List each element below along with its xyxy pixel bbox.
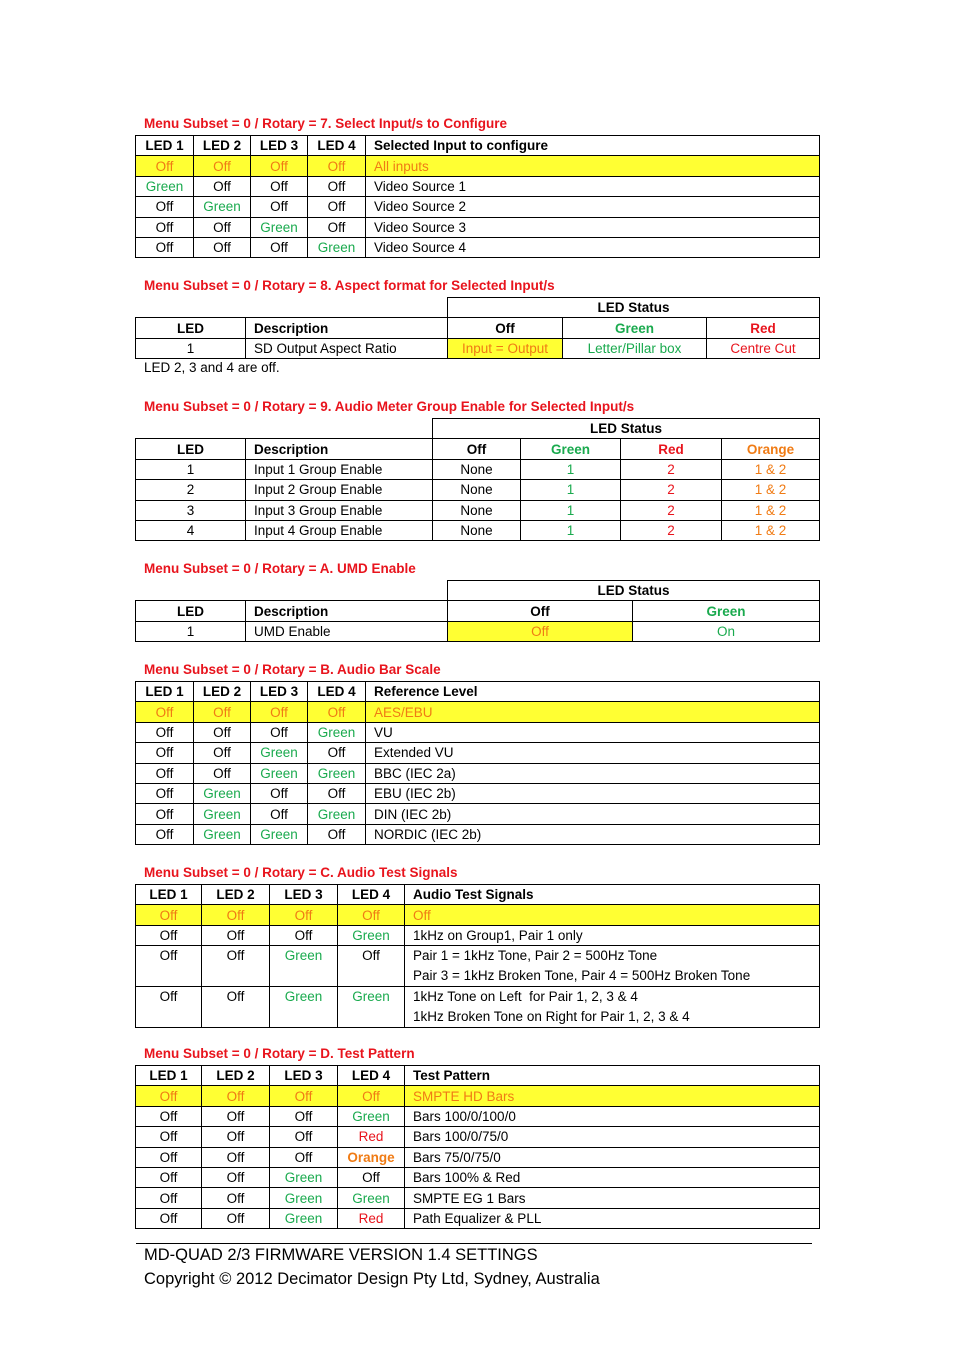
value-cell: Video Source 3 [366, 217, 820, 237]
header-cell: LED 4 [338, 1066, 405, 1086]
table-rotary-7 [135, 135, 820, 258]
header-cell: LED [136, 318, 246, 338]
table-row [136, 197, 820, 217]
table-row [136, 338, 820, 358]
value-cell: None [433, 480, 521, 500]
led-cell: Off [308, 197, 366, 217]
table-row [136, 520, 820, 540]
led-cell: Orange [338, 1147, 405, 1167]
led-cell: Off [338, 946, 405, 987]
header-cell: Green [633, 601, 820, 621]
footer-copyright: Copyright © 2012 Decimator Design Pty Ltd, Sydney, Australia [144, 1270, 600, 1288]
header-cell: LED 1 [136, 136, 194, 156]
led-cell: Green [194, 804, 251, 824]
table-row [136, 722, 820, 742]
table-row [136, 237, 820, 257]
header-cell: LED 2 [194, 682, 251, 702]
value-cell: 2 [621, 500, 722, 520]
led-cell: Green [270, 987, 338, 1028]
led-cell: Off [136, 783, 194, 803]
led-cell: Off [251, 804, 308, 824]
value-cell: EBU (IEC 2b) [366, 783, 820, 803]
led-cell: 1 [136, 459, 246, 479]
led-cell: Off [308, 783, 366, 803]
led-cell: Green [251, 824, 308, 844]
led-cell: Off [251, 176, 308, 196]
header-cell: LED 1 [136, 885, 202, 905]
led-status-header: LED Status [448, 298, 820, 318]
led-status-header: LED Status [433, 419, 820, 439]
value-cell: AES/EBU [366, 702, 820, 722]
led-cell: Green [338, 1106, 405, 1126]
section-title-rotary-8: Menu Subset = 0 / Rotary = 8. Aspect format for Selected Input/s [144, 278, 555, 293]
table-row [136, 1167, 820, 1187]
table-row [136, 1147, 820, 1167]
table-row [136, 500, 820, 520]
led-cell: Off [270, 925, 338, 945]
value-cell: Bars 100/0/75/0 [405, 1127, 820, 1147]
footer-divider [136, 1243, 812, 1244]
value-cell: All inputs [366, 156, 820, 176]
status-header-row [136, 419, 820, 439]
table-header-row [136, 885, 820, 905]
value-cell: Bars 100/0/100/0 [405, 1106, 820, 1126]
section-title-rotary-d: Menu Subset = 0 / Rotary = D. Test Pattern [144, 1046, 415, 1061]
led-cell: 2 [136, 480, 246, 500]
header-cell: Green [563, 318, 707, 338]
led-cell: Off [202, 925, 270, 945]
led-cell: Green [270, 1167, 338, 1187]
header-cell: Description [246, 439, 433, 459]
value-line: Pair 1 = 1kHz Tone, Pair 2 = 500Hz Tone [413, 948, 658, 964]
table-header-row [136, 601, 820, 621]
table-header-row [136, 136, 820, 156]
table-row [136, 459, 820, 479]
value-cell: None [433, 459, 521, 479]
blank-cell [136, 298, 246, 318]
table-row [136, 1188, 820, 1208]
table-row [136, 824, 820, 844]
led-cell: Off [136, 156, 194, 176]
led-cell: Off [194, 217, 251, 237]
led-cell: Green [308, 763, 366, 783]
led-cell: 1 [136, 621, 246, 641]
led-cell: Off [202, 1167, 270, 1187]
header-cell: LED 2 [202, 1066, 270, 1086]
header-cell: LED 1 [136, 682, 194, 702]
led-cell: Off [136, 1167, 202, 1187]
table-header-row [136, 318, 820, 338]
header-cell: LED 4 [338, 885, 405, 905]
table-row [136, 1208, 820, 1228]
led-cell: Off [270, 1106, 338, 1126]
led-cell: Green [136, 176, 194, 196]
led-cell: Off [136, 722, 194, 742]
value-cell: Video Source 2 [366, 197, 820, 217]
value-cell [405, 946, 820, 987]
led-cell: Off [270, 1086, 338, 1106]
table-row [136, 783, 820, 803]
value-cell: Bars 100% & Red [405, 1167, 820, 1187]
table-row [136, 804, 820, 824]
description-cell: UMD Enable [246, 621, 448, 641]
status-header-row [136, 298, 820, 318]
value-cell: 1kHz on Group1, Pair 1 only [405, 925, 820, 945]
led-cell: Off [136, 702, 194, 722]
led-cell: Off [308, 217, 366, 237]
header-cell: Off [448, 601, 633, 621]
footer-title: MD-QUAD 2/3 FIRMWARE VERSION 1.4 SETTINGS [144, 1246, 538, 1264]
header-cell: Description [246, 318, 448, 338]
led-cell: Off [338, 1167, 405, 1187]
led-cell: Green [308, 804, 366, 824]
led-cell: Off [270, 905, 338, 925]
led-cell: 4 [136, 520, 246, 540]
table-row [136, 1086, 820, 1106]
table-row [136, 905, 820, 925]
led-cell: Off [251, 156, 308, 176]
description-cell: Input 3 Group Enable [246, 500, 433, 520]
value-cell: 1 [521, 459, 621, 479]
led-cell: Off [202, 1208, 270, 1228]
led-cell: Off [136, 925, 202, 945]
value-cell: 2 [621, 459, 722, 479]
led-cell: Off [308, 156, 366, 176]
led-cell: Green [308, 237, 366, 257]
header-cell: Red [707, 318, 820, 338]
section-title-rotary-a: Menu Subset = 0 / Rotary = A. UMD Enable [144, 561, 416, 576]
led-cell: Off [136, 1086, 202, 1106]
header-cell: Test Pattern [405, 1066, 820, 1086]
table-row [136, 156, 820, 176]
value-cell: Video Source 4 [366, 237, 820, 257]
table-row [136, 763, 820, 783]
value-cell: DIN (IEC 2b) [366, 804, 820, 824]
value-cell: SMPTE EG 1 Bars [405, 1188, 820, 1208]
led-cell: Off [251, 722, 308, 742]
section-title-rotary-9: Menu Subset = 0 / Rotary = 9. Audio Meter Group Enable for Selected Input/s [144, 399, 635, 414]
led-cell: Red [338, 1208, 405, 1228]
table-rotary-9 [135, 418, 820, 541]
led-cell: Off [136, 1127, 202, 1147]
table-rotary-b [135, 681, 820, 845]
blank-cell [246, 298, 448, 318]
value-cell: 1 [521, 500, 621, 520]
led-cell: Off [202, 1147, 270, 1167]
led-cell: Off [251, 783, 308, 803]
header-cell: LED 3 [270, 885, 338, 905]
led-cell: Off [194, 176, 251, 196]
header-cell: Reference Level [366, 682, 820, 702]
value-cell: None [433, 520, 521, 540]
led-cell: Green [194, 824, 251, 844]
header-cell: Off [433, 439, 521, 459]
table-row [136, 743, 820, 763]
led-cell: 3 [136, 500, 246, 520]
section-title-rotary-7: Menu Subset = 0 / Rotary = 7. Select Input/s to Configure [144, 116, 508, 131]
led-cell: Off [136, 824, 194, 844]
value-cell: Centre Cut [707, 338, 820, 358]
led-cell: Off [270, 1127, 338, 1147]
header-cell: Off [448, 318, 563, 338]
led-cell: Off [338, 905, 405, 925]
table-row [136, 217, 820, 237]
header-cell: LED 3 [251, 682, 308, 702]
value-cell: 2 [621, 480, 722, 500]
led-cell: Off [136, 763, 194, 783]
description-cell: SD Output Aspect Ratio [246, 338, 448, 358]
header-cell: Orange [722, 439, 820, 459]
value-cell: 1 [521, 520, 621, 540]
header-cell: LED 4 [308, 682, 366, 702]
value-line: 1kHz Broken Tone on Right for Pair 1, 2, 3 & 4 [413, 1009, 690, 1025]
led-cell: Green [251, 763, 308, 783]
header-cell: Description [246, 601, 448, 621]
value-cell: 1 [521, 480, 621, 500]
led-cell: Green [251, 217, 308, 237]
header-cell: LED 3 [270, 1066, 338, 1086]
value-cell: 1 & 2 [722, 520, 820, 540]
led-cell: Off [136, 905, 202, 925]
led-cell: Off [202, 987, 270, 1028]
blank-cell [246, 581, 448, 601]
value-cell: BBC (IEC 2a) [366, 763, 820, 783]
led-cell: Green [270, 1208, 338, 1228]
description-cell: Input 2 Group Enable [246, 480, 433, 500]
value-cell: Extended VU [366, 743, 820, 763]
blank-cell [136, 581, 246, 601]
led-cell: Off [136, 1188, 202, 1208]
header-cell: LED 4 [308, 136, 366, 156]
led-cell: Green [270, 1188, 338, 1208]
led-cell: Off [136, 237, 194, 257]
blank-cell [246, 419, 433, 439]
value-cell: VU [366, 722, 820, 742]
led-cell: Off [251, 197, 308, 217]
header-cell: Green [521, 439, 621, 459]
value-cell: 1 & 2 [722, 459, 820, 479]
table-rotary-d [135, 1065, 820, 1229]
value-cell: 1 & 2 [722, 500, 820, 520]
value-line: 1kHz Tone on Left for Pair 1, 2, 3 & 4 [413, 989, 638, 1005]
value-cell: Input = Output [448, 338, 563, 358]
header-cell: LED 3 [251, 136, 308, 156]
table-row [136, 1127, 820, 1147]
led-cell: Off [136, 946, 202, 987]
led-cell: Green [194, 783, 251, 803]
value-cell: None [433, 500, 521, 520]
led-status-header: LED Status [448, 581, 820, 601]
value-cell: Off [448, 621, 633, 641]
led-cell: Off [194, 743, 251, 763]
led-cell: Off [202, 1106, 270, 1126]
value-cell: 1 & 2 [722, 480, 820, 500]
table-header-row [136, 682, 820, 702]
header-cell: LED 1 [136, 1066, 202, 1086]
status-header-row [136, 581, 820, 601]
led-cell: Off [202, 1127, 270, 1147]
led-cell: 1 [136, 338, 246, 358]
table-row [136, 987, 820, 1028]
value-cell: Path Equalizer & PLL [405, 1208, 820, 1228]
header-cell: LED 2 [202, 885, 270, 905]
led-cell: Off [251, 237, 308, 257]
table-rotary-8 [135, 297, 820, 359]
led-cell: Off [308, 176, 366, 196]
led-cell: Off [136, 987, 202, 1028]
led-cell: Green [270, 946, 338, 987]
value-cell: SMPTE HD Bars [405, 1086, 820, 1106]
table-row [136, 480, 820, 500]
header-cell: Audio Test Signals [405, 885, 820, 905]
section-title-rotary-c: Menu Subset = 0 / Rotary = C. Audio Test Signals [144, 865, 458, 880]
value-cell: 2 [621, 520, 722, 540]
led-cell: Green [308, 722, 366, 742]
led-cell: Off [136, 804, 194, 824]
led-cell: Off [308, 824, 366, 844]
value-cell: Off [405, 905, 820, 925]
led-cell: Green [194, 197, 251, 217]
led-cell: Off [194, 702, 251, 722]
table-row [136, 946, 820, 987]
led-cell: Off [338, 1086, 405, 1106]
value-cell: NORDIC (IEC 2b) [366, 824, 820, 844]
led-cell: Green [338, 987, 405, 1028]
led-cell: Off [202, 1086, 270, 1106]
led-cell: Off [136, 197, 194, 217]
led-cell: Off [251, 702, 308, 722]
led-cell: Off [136, 743, 194, 763]
table-row [136, 176, 820, 196]
value-cell [405, 987, 820, 1028]
led-cell: Off [270, 1147, 338, 1167]
led-cell: Green [251, 743, 308, 763]
table-row [136, 1106, 820, 1126]
table-rotary-a [135, 580, 820, 642]
table-header-row [136, 439, 820, 459]
section-title-rotary-b: Menu Subset = 0 / Rotary = B. Audio Bar Scale [144, 662, 441, 677]
description-cell: Input 4 Group Enable [246, 520, 433, 540]
led-cell: Off [136, 1208, 202, 1228]
led-cell: Off [202, 946, 270, 987]
led-cell: Off [202, 905, 270, 925]
led-cell: Off [136, 1106, 202, 1126]
led-cell: Off [202, 1188, 270, 1208]
table-rotary-c [135, 884, 820, 1028]
led-cell: Green [338, 925, 405, 945]
led-cell: Green [338, 1188, 405, 1208]
value-cell: Letter/Pillar box [563, 338, 707, 358]
led-cell: Off [136, 1147, 202, 1167]
header-cell: LED 2 [194, 136, 251, 156]
value-cell: Bars 75/0/75/0 [405, 1147, 820, 1167]
led-cell: Off [308, 702, 366, 722]
value-cell: Video Source 1 [366, 176, 820, 196]
note-text: LED 2, 3 and 4 are off. [144, 360, 280, 375]
description-cell: Input 1 Group Enable [246, 459, 433, 479]
led-cell: Off [194, 763, 251, 783]
table-row [136, 702, 820, 722]
table-row [136, 925, 820, 945]
table-header-row [136, 1066, 820, 1086]
header-cell: Red [621, 439, 722, 459]
led-cell: Off [136, 217, 194, 237]
led-cell: Off [308, 743, 366, 763]
value-line: Pair 3 = 1kHz Broken Tone, Pair 4 = 500Hz Broken Tone [413, 968, 751, 984]
led-cell: Off [194, 722, 251, 742]
header-cell: LED [136, 439, 246, 459]
led-cell: Red [338, 1127, 405, 1147]
header-cell: LED [136, 601, 246, 621]
blank-cell [136, 419, 246, 439]
header-cell: Selected Input to configure [366, 136, 820, 156]
led-cell: Off [194, 156, 251, 176]
table-row [136, 621, 820, 641]
led-cell: Off [194, 237, 251, 257]
value-cell: On [633, 621, 820, 641]
